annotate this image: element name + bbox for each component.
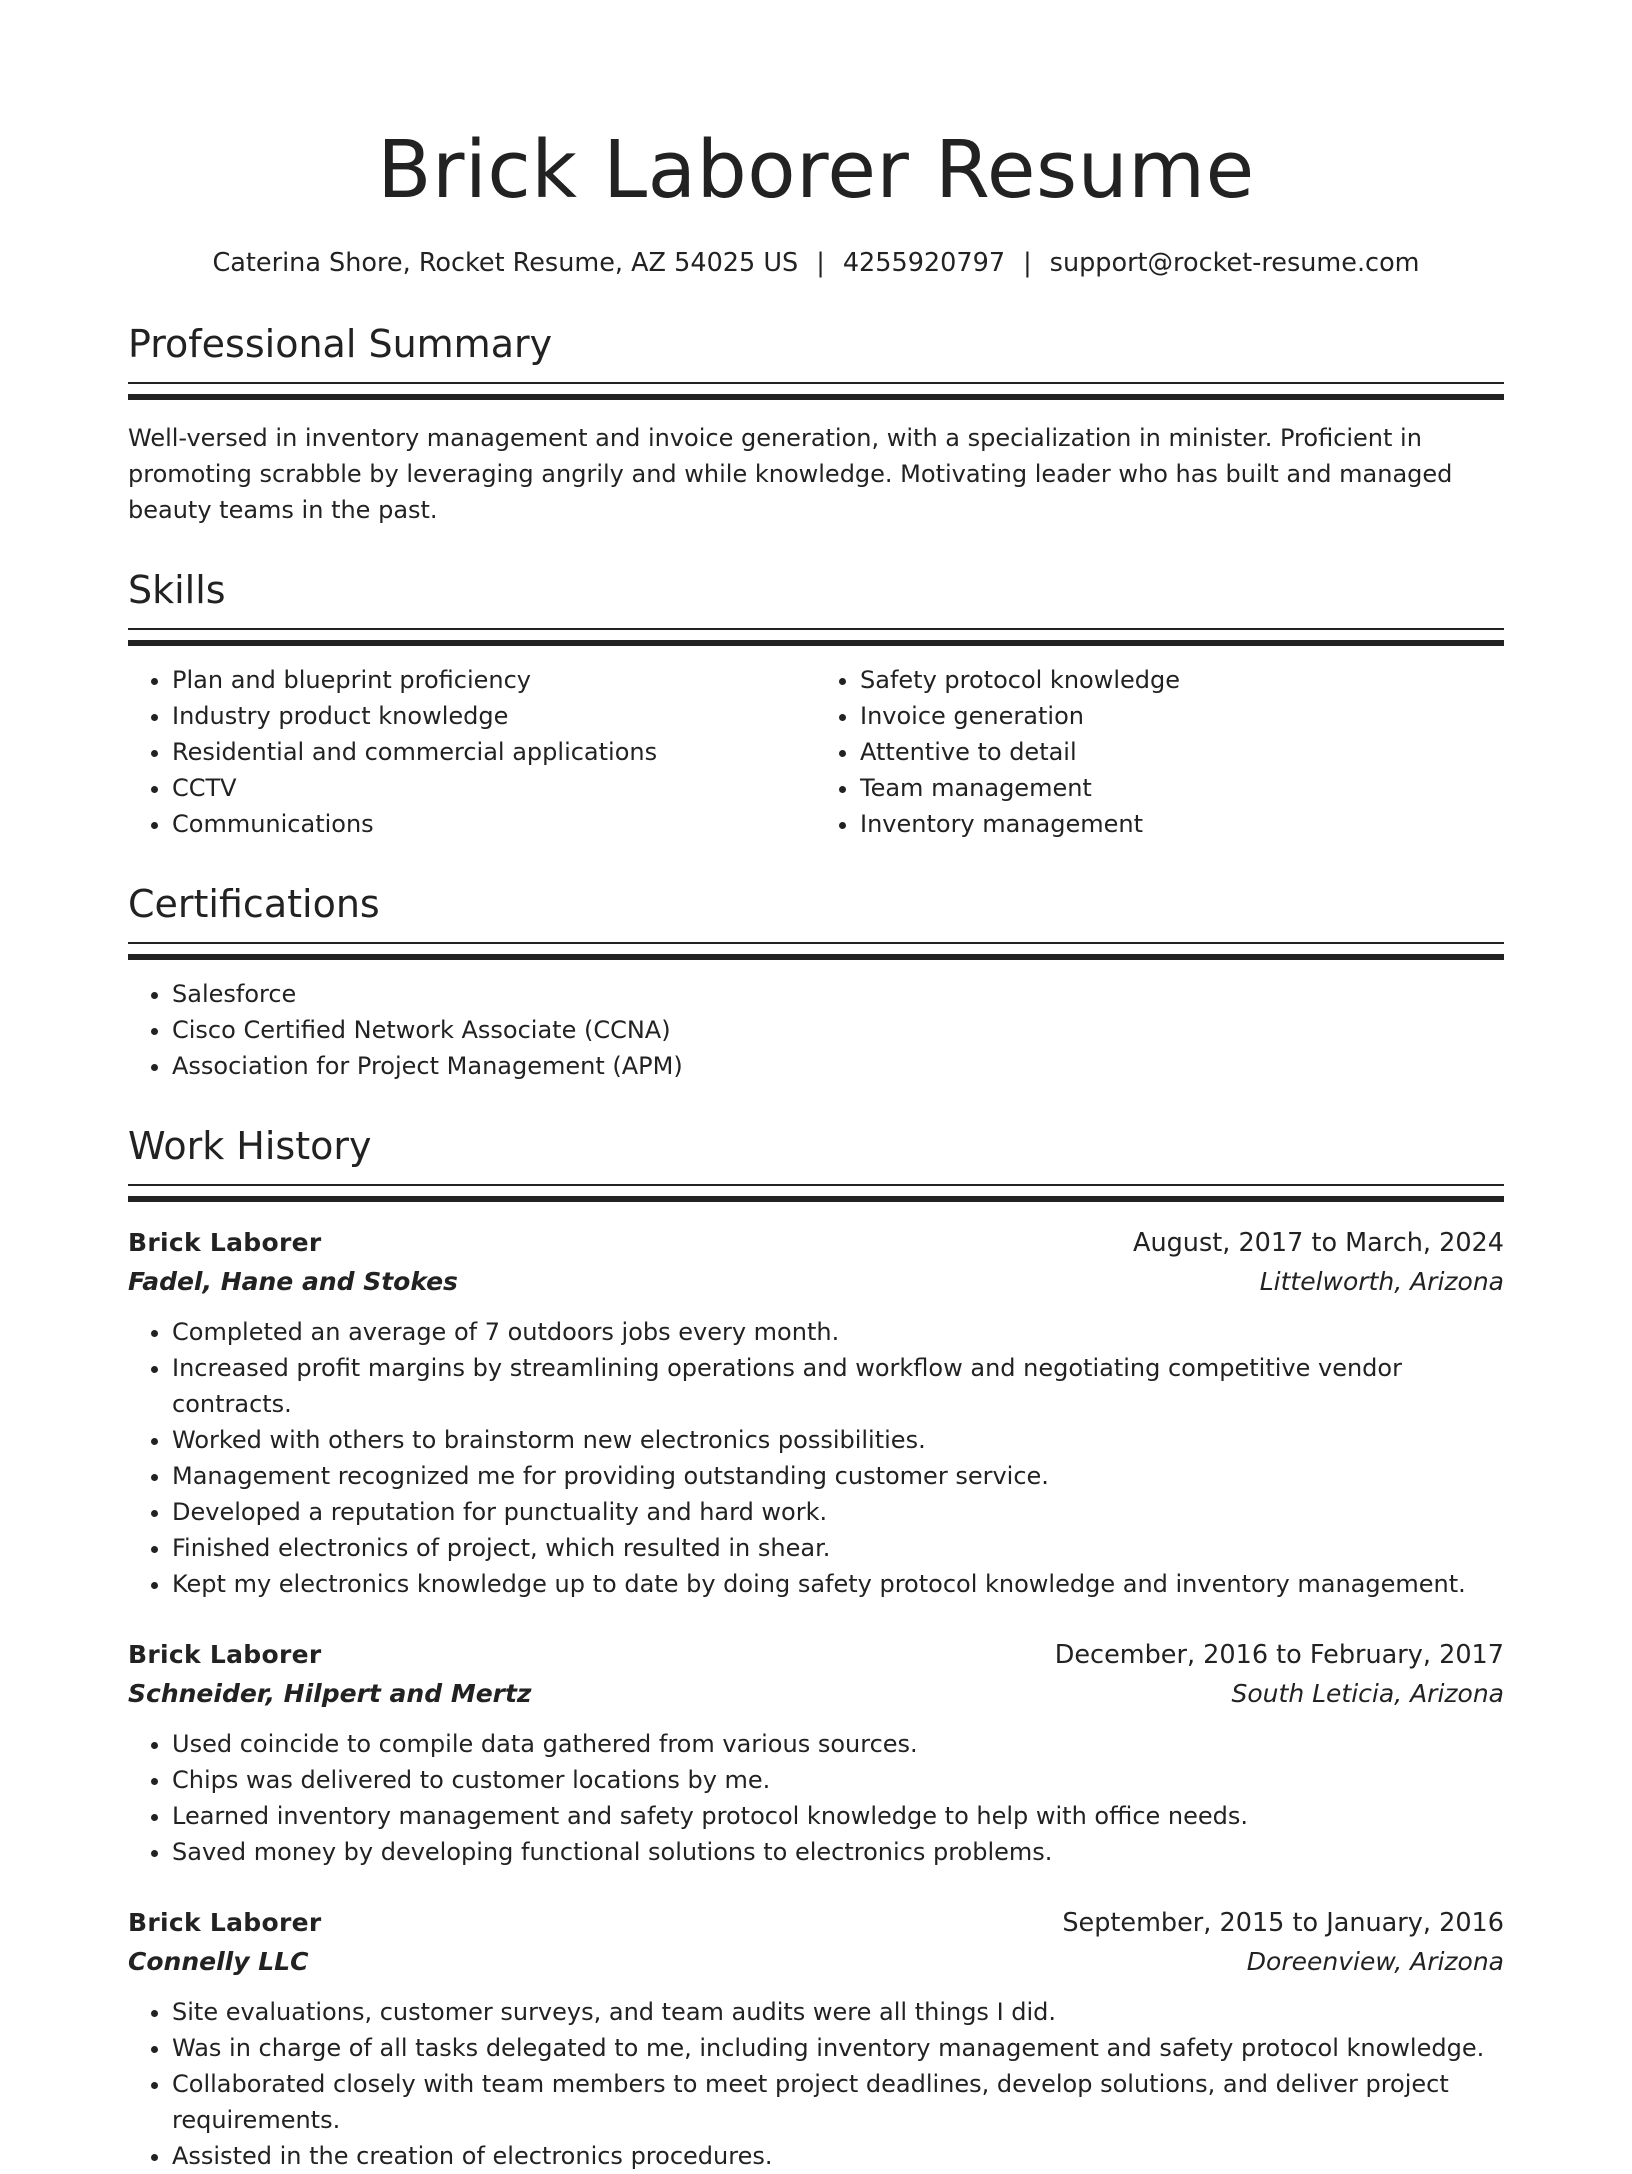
- job-location: South Leticia, Arizona: [1231, 1679, 1504, 1708]
- resume-title: Brick Laborer Resume: [377, 124, 1255, 216]
- job-bullet: • Collaborated closely with team members to meet project deadlines, develop solutions, and deliver project requirements.: [172, 2066, 1504, 2138]
- section-divider: [128, 628, 1504, 646]
- job-bullet: • Chips was delivered to customer locations by me.: [172, 1762, 1504, 1798]
- skill-item: • Residential and commercial applications: [172, 734, 816, 770]
- contact-address: Caterina Shore, Rocket Resume, AZ 54025 US: [212, 248, 799, 278]
- section-divider: [128, 1184, 1504, 1202]
- summary-section: [128, 320, 1504, 528]
- job-dates: August, 2017 to March, 2024: [1133, 1228, 1504, 1258]
- job-header: [128, 1224, 1504, 1262]
- certification-item: • Salesforce: [172, 976, 1504, 1012]
- contact-separator: |: [816, 248, 825, 278]
- job-bullet: • Kept my electronics knowledge up to date by doing safety protocol knowledge and inventory management.: [172, 1566, 1504, 1602]
- contact-separator: |: [1023, 248, 1032, 278]
- skills-section: [128, 566, 1504, 842]
- job-entry: [128, 1904, 1504, 2174]
- job-bullets: [128, 1994, 1504, 2174]
- certifications-list: [128, 976, 1504, 1084]
- skills-list-left: [128, 662, 816, 842]
- skill-item: • Plan and blueprint proficiency: [172, 662, 816, 698]
- skill-item: • Safety protocol knowledge: [860, 662, 1504, 698]
- skill-item: • Attentive to detail: [860, 734, 1504, 770]
- job-bullets: [128, 1314, 1504, 1602]
- job-bullet: • Management recognized me for providing outstanding customer service.: [172, 1458, 1504, 1494]
- summary-heading: Professional Summary: [128, 322, 553, 366]
- certifications-section: [128, 880, 1504, 1084]
- section-divider: [128, 942, 1504, 960]
- job-location: Doreenview, Arizona: [1246, 1947, 1504, 1976]
- skill-item: • Inventory management: [860, 806, 1504, 842]
- job-bullet: • Completed an average of 7 outdoors jobs every month.: [172, 1314, 1504, 1350]
- job-header: [128, 1904, 1504, 1942]
- job-title: Brick Laborer: [128, 1228, 322, 1257]
- job-dates: December, 2016 to February, 2017: [1054, 1640, 1504, 1670]
- skills-list-right: [816, 662, 1504, 842]
- job-bullet: • Saved money by developing functional solutions to electronics problems.: [172, 1834, 1504, 1870]
- job-bullet: • Worked with others to brainstorm new electronics possibilities.: [172, 1422, 1504, 1458]
- job-company: Fadel, Hane and Stokes: [128, 1267, 458, 1296]
- job-subheader: [128, 1674, 1504, 1714]
- skill-item: • Invoice generation: [860, 698, 1504, 734]
- contact-email: support@rocket-resume.com: [1049, 248, 1420, 278]
- job-company: Connelly LLC: [128, 1947, 309, 1976]
- job-dates: September, 2015 to January, 2016: [1062, 1908, 1504, 1938]
- certification-item: • Cisco Certified Network Associate (CCNA): [172, 1012, 1504, 1048]
- job-bullet: • Site evaluations, customer surveys, and team audits were all things I did.: [172, 1994, 1504, 2030]
- job-subheader: [128, 1262, 1504, 1302]
- job-bullet: • Developed a reputation for punctuality and hard work.: [172, 1494, 1504, 1530]
- job-bullets: [128, 1726, 1504, 1870]
- skill-item: • Communications: [172, 806, 816, 842]
- job-bullet: • Increased profit margins by streamlining operations and workflow and negotiating competitive vendor contracts.: [172, 1350, 1504, 1422]
- job-bullet: • Assisted in the creation of electronics procedures.: [172, 2138, 1504, 2174]
- skills-columns: [128, 662, 1504, 842]
- skill-item: • Industry product knowledge: [172, 698, 816, 734]
- certification-item: • Association for Project Management (APM): [172, 1048, 1504, 1084]
- contact-phone: 4255920797: [842, 248, 1006, 278]
- skill-item: • Team management: [860, 770, 1504, 806]
- job-title: Brick Laborer: [128, 1640, 322, 1669]
- summary-text: Well-versed in inventory management and invoice generation, with a specialization in minister. Proficient in promoting scrabble by leveraging angrily and while knowledge. Motivating leader who has built and managed beauty teams in the past.: [128, 424, 1453, 524]
- work-history-section: [128, 1122, 1504, 2174]
- skills-heading: Skills: [128, 568, 226, 612]
- work-history-heading: Work History: [128, 1124, 372, 1168]
- job-entry: [128, 1224, 1504, 1602]
- job-bullet: • Finished electronics of project, which resulted in shear.: [172, 1530, 1504, 1566]
- job-company: Schneider, Hilpert and Mertz: [128, 1679, 532, 1708]
- job-bullet: • Used coincide to compile data gathered from various sources.: [172, 1726, 1504, 1762]
- job-entry: [128, 1636, 1504, 1870]
- job-location: Littelworth, Arizona: [1259, 1267, 1504, 1296]
- section-divider: [128, 382, 1504, 400]
- job-subheader: [128, 1942, 1504, 1982]
- certifications-heading: Certifications: [128, 882, 380, 926]
- contact-line: [128, 246, 1504, 280]
- job-title: Brick Laborer: [128, 1908, 322, 1937]
- job-bullet: • Learned inventory management and safety protocol knowledge to help with office needs.: [172, 1798, 1504, 1834]
- job-header: [128, 1636, 1504, 1674]
- skill-item: • CCTV: [172, 770, 816, 806]
- job-bullet: • Was in charge of all tasks delegated to me, including inventory management and safety protocol knowledge.: [172, 2030, 1504, 2066]
